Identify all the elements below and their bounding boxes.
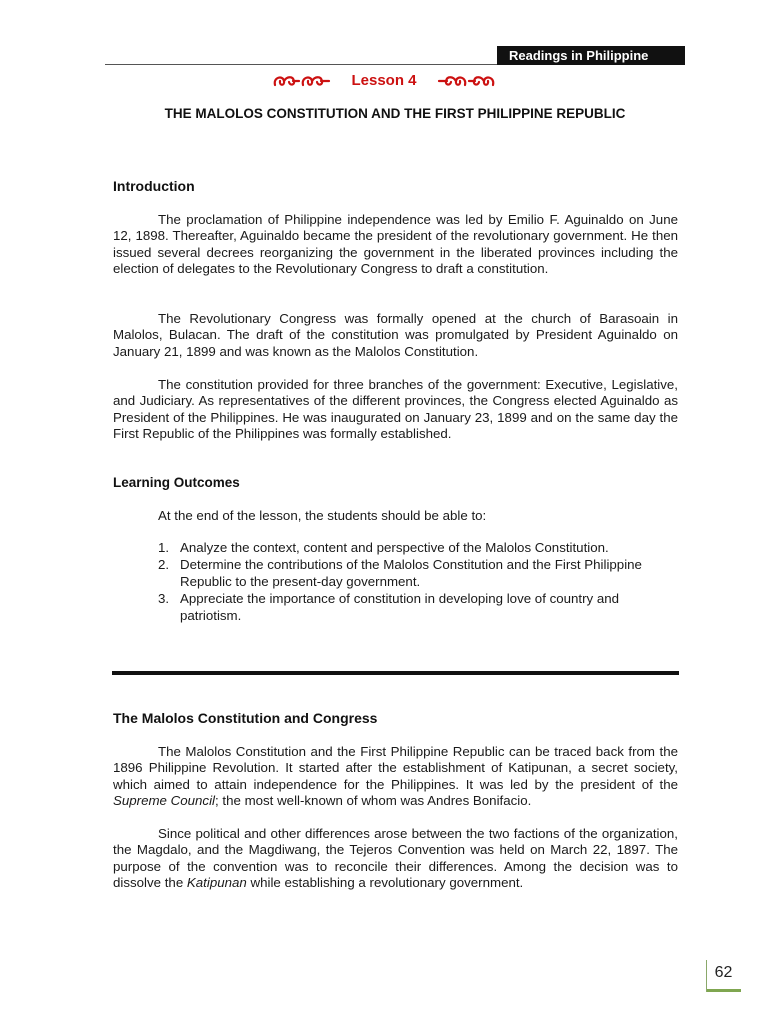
- learning-outcomes-intro: At the end of the lesson, the students should be able to:: [158, 508, 487, 523]
- text-run: ; the most well-known of whom was Andres Bonifacio.: [215, 793, 532, 809]
- left-flourish-icon: [271, 73, 333, 89]
- introduction-heading: Introduction: [113, 178, 195, 194]
- emphasis-supreme-council: Supreme Council: [113, 793, 215, 809]
- document-title: THE MALOLOS CONSTITUTION AND THE FIRST PHILIPPINE REPUBLIC: [164, 106, 626, 121]
- list-item-text: Appreciate the importance of constitution in developing love of country and patriotism.: [180, 591, 620, 623]
- learning-outcomes-list: [158, 540, 678, 625]
- emphasis-katipunan: Katipunan: [186, 875, 247, 891]
- lesson-title: Lesson 4: [351, 72, 417, 90]
- lesson-title-row: [0, 71, 768, 93]
- intro-paragraph-2: The Revolutionary Congress was formally opened at the church of Barasoain in Malolos, Bulacan. The draft of the constitution was promulgated by President Aguinaldo on January 21, 1899 and was known as the Malolos Constitution.: [113, 311, 678, 359]
- list-item-text: Analyze the context, content and perspective of the Malolos Constitution.: [180, 540, 609, 555]
- header-banner: Readings in Philippine: [497, 46, 685, 65]
- page-number: 62: [714, 964, 733, 981]
- list-item-number: 1.: [158, 540, 170, 555]
- section-heading-malolos-congress: The Malolos Constitution and Congress: [113, 710, 378, 726]
- text-run: Since political and other differences arose between the two factions of the organization, the Magdalo, and the Magdiwang, the Tejeros Convention was held on March 22, 1897. The purpose of the convention was to reconcile their differences. Among the decision was to dissolve the: [113, 826, 678, 891]
- list-item-text: Determine the contributions of the Malolos Constitution and the First Philippine Republic to the present-day government.: [180, 557, 642, 589]
- right-flourish-icon: [435, 73, 497, 89]
- list-item-number: 3.: [158, 591, 170, 607]
- intro-paragraph-3: The constitution provided for three branches of the government: Executive, Legislative, and Judiciary. As representatives of the different provinces, the Congress elected Aguinaldo as President of the Philippines. He was inaugurated on January 23, 1899 and on the same day the First Republic of the Philippines was formally established.: [113, 377, 678, 442]
- list-item: [158, 540, 678, 556]
- list-item: [158, 591, 678, 624]
- section-paragraph-1: [113, 744, 678, 810]
- page-number-accent-bar: [707, 989, 741, 992]
- intro-paragraph-1: The proclamation of Philippine independence was led by Emilio F. Aguinaldo on June 12, 1898. Thereafter, Aguinaldo became the president of the revolutionary government. He then issued several decrees reorganizing the government in the liberated provinces including the election of delegates to the Revolutionary Congress to draft a constitution.: [113, 212, 678, 277]
- section-divider: [112, 671, 679, 675]
- learning-outcomes-heading: Learning Outcomes: [113, 475, 240, 490]
- section-paragraph-2: [113, 826, 678, 892]
- list-item: [158, 557, 678, 590]
- text-run: The Malolos Constitution and the First Philippine Republic can be traced back from the 1896 Philippine Revolution. It started after the establishment of Katipunan, a secret society, which aimed to attain independence for the Philippines. It was led by the president of the: [113, 744, 678, 792]
- text-run: while establishing a revolutionary government.: [246, 875, 524, 891]
- page-number-box: [706, 960, 740, 992]
- list-item-number: 2.: [158, 557, 170, 573]
